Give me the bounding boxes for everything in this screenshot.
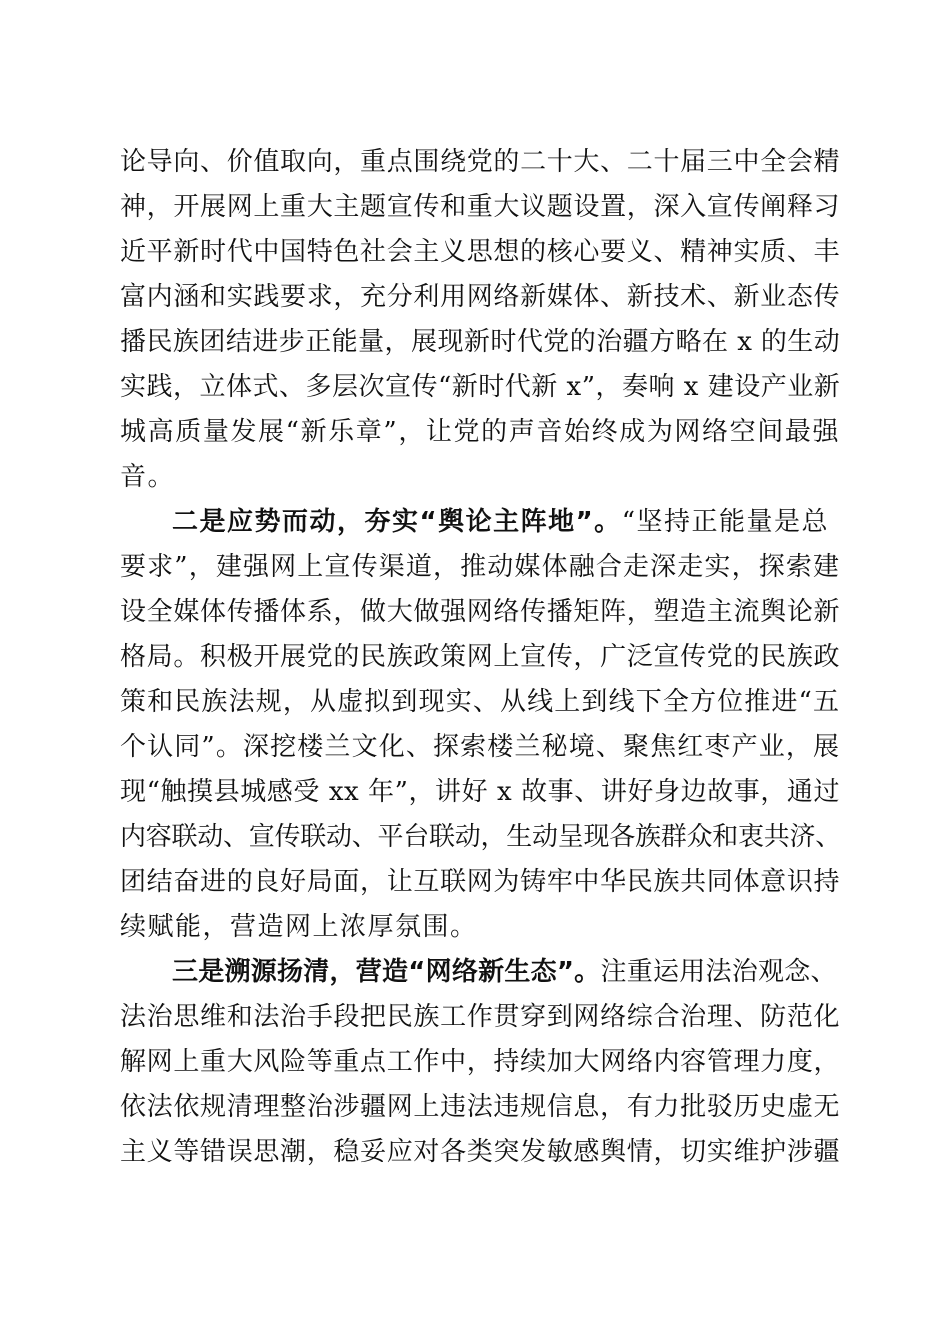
paragraph-3-line-2: 法治思维和法治手段把民族工作贯穿到网络综合治理、防范化 [120,1002,840,1032]
paragraph-3-line-3: 解网上重大风险等重点工作中，持续加大网络内容管理力度， [120,1047,840,1077]
paragraph-2-line-7: 现“触摸县城感受 xx 年”，讲好 x 故事、讲好身边故事，通过 [120,777,840,807]
paragraph-2-line-6: 个认同”。深挖楼兰文化、探索楼兰秘境、聚焦红枣产业，展 [120,732,840,762]
paragraph-3-first-line [172,950,840,994]
paragraph-1-line-7: 城高质量发展“新乐章”，让党的声音始终成为网络空间最强 [120,417,840,447]
paragraph-3-line-5: 主义等错误思潮，稳妥应对各类突发敏感舆情，切实维护涉疆 [120,1137,840,1167]
paragraph-2-first-line-rest: “坚持正能量是总 [621,507,829,537]
paragraph-2-first-line [172,500,840,544]
paragraph-2-line-4: 格局。积极开展党的民族政策网上宣传，广泛宣传党的民族政 [120,642,840,672]
paragraph-1-line-2: 神，开展网上重大主题宣传和重大议题设置，深入宣传阐释习 [120,192,840,222]
paragraph-2-line-5: 策和民族法规，从虚拟到现实、从线上到线下全方位推进“五 [120,687,840,717]
paragraph-2-line-10: 续赋能，营造网上浓厚氛围。 [120,912,478,942]
paragraph-3-first-line-rest: 注重运用法治观念、 [600,957,837,987]
paragraph-1-line-5: 播民族团结进步正能量，展现新时代党的治疆方略在 x 的生动 [120,327,840,357]
paragraph-2-heading: 二是应势而动，夯实“舆论主阵地”。 [172,507,622,537]
paragraph-2-line-2: 要求”，建强网上宣传渠道，推动媒体融合走深走实，探索建 [120,552,840,582]
paragraph-3-heading: 三是溯源扬清，营造“网络新生态”。 [172,957,601,987]
paragraph-1-line-6: 实践，立体式、多层次宣传“新时代新 x”，奏响 x 建设产业新 [120,372,841,402]
paragraph-1-line-8: 音。 [120,462,176,492]
paragraph-3-line-4: 依法依规清理整治涉疆网上违法违规信息，有力批驳历史虚无 [120,1092,840,1122]
paragraph-2-line-9: 团结奋进的良好局面，让互联网为铸牢中华民族共同体意识持 [120,867,840,897]
paragraph-2-line-3: 设全媒体传播体系，做大做强网络传播矩阵，塑造主流舆论新 [120,597,840,627]
paragraph-1-line-4: 富内涵和实践要求，充分利用网络新媒体、新技术、新业态传 [120,282,840,312]
paragraph-2-line-8: 内容联动、宣传联动、平台联动，生动呈现各族群众和衷共济、 [120,822,842,852]
paragraph-1-line-1: 论导向、价值取向，重点围绕党的二十大、二十届三中全会精 [120,147,840,177]
paragraph-1-line-3: 近平新时代中国特色社会主义思想的核心要义、精神实质、丰 [120,237,840,267]
